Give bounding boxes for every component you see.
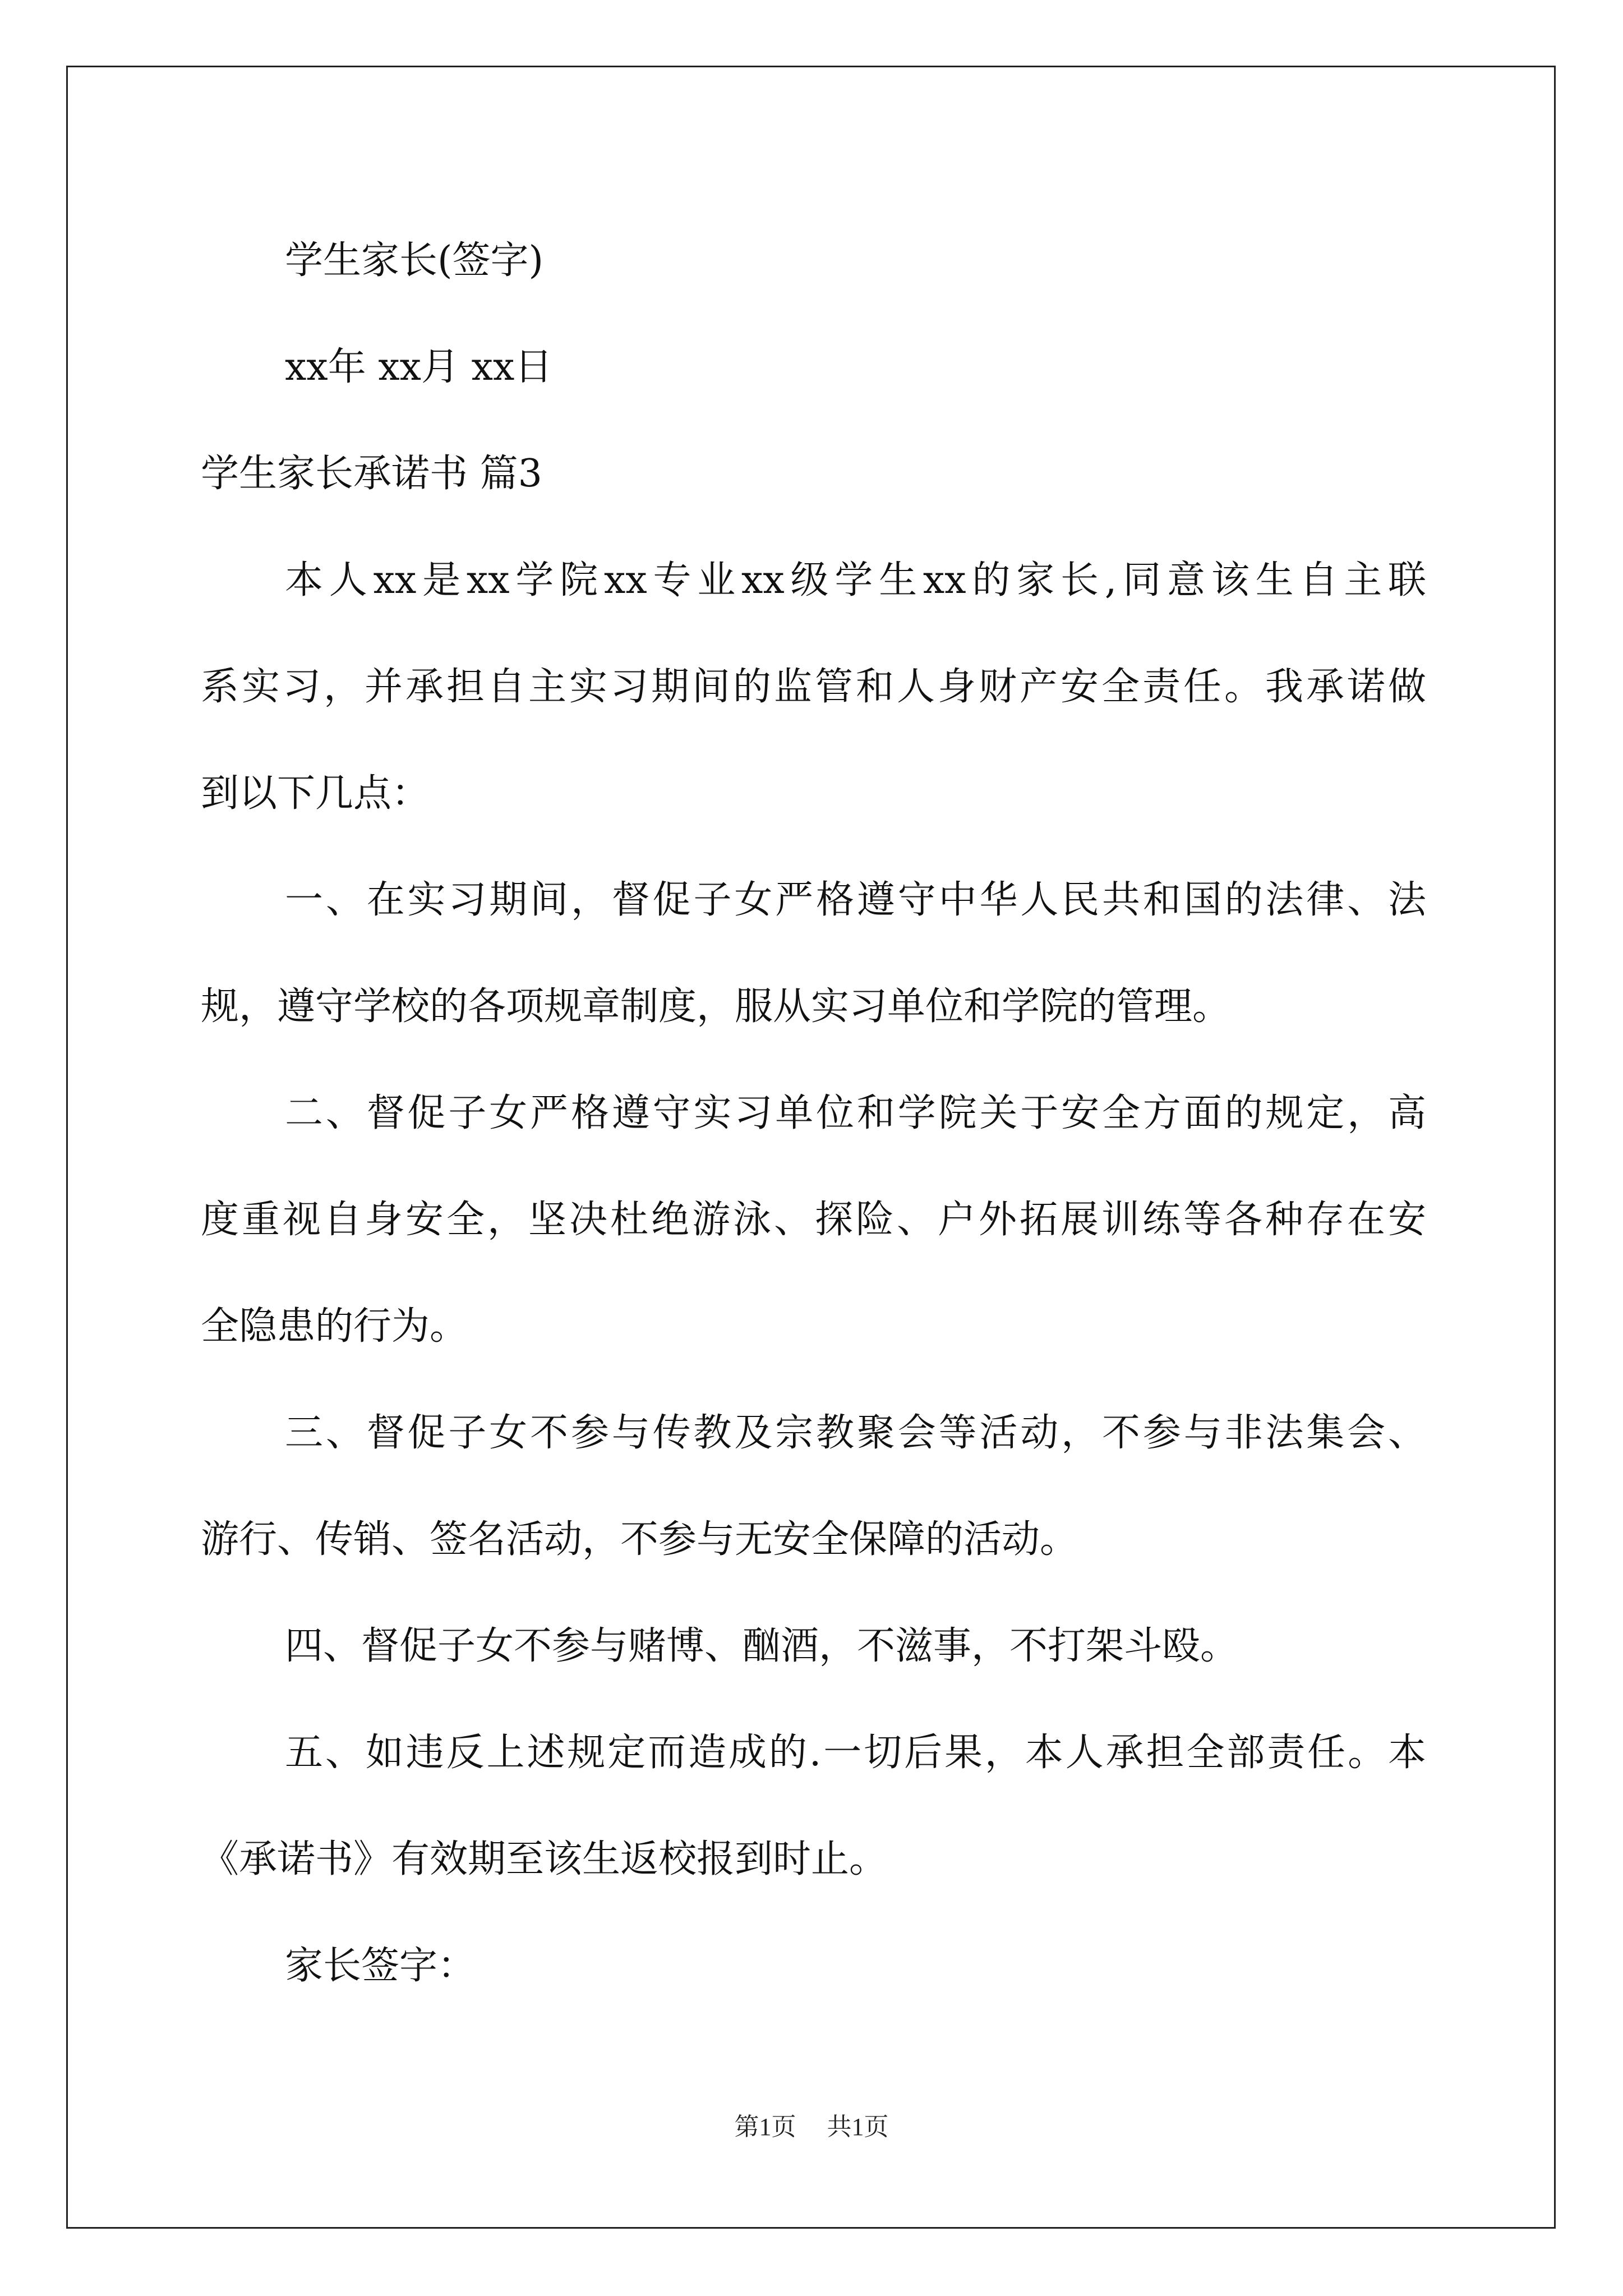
paragraph-line: 本人xx是xx学院xx专业xx级学生xx的家长,同意该生自主联 <box>285 558 1426 602</box>
paragraph-1 <box>201 527 1426 847</box>
page-total: 共1页 <box>827 2113 889 2141</box>
paragraph-4 <box>201 1380 1426 1593</box>
section-heading: 学生家长承诺书 篇3 <box>201 452 542 496</box>
paragraph-3 <box>201 1060 1426 1380</box>
paragraph-5 <box>201 1593 1426 1700</box>
page-footer <box>0 2106 1623 2142</box>
paragraph-2 <box>201 847 1426 1060</box>
document-body <box>201 208 1426 2019</box>
paragraph-line: 三、督促子女不参与传教及宗教聚会等活动，不参与非法集会、 <box>285 1411 1426 1455</box>
paragraph-line: 到以下几点： <box>201 771 430 816</box>
parent-signature-line: 学生家长(签字) <box>285 238 544 283</box>
paragraph-line: 四、督促子女不参与赌博、酗酒，不滋事，不打架斗殴。 <box>285 1624 1239 1668</box>
paragraph-line: 五、如违反上述规定而造成的.一切后果，本人承担全部责任。本 <box>285 1731 1426 1775</box>
date-line: xx年 xx月 xx日 <box>285 345 553 389</box>
paragraph-line: 全隐患的行为。 <box>201 1304 468 1349</box>
paragraph-6 <box>201 1700 1426 1913</box>
paragraph-line: 游行、传销、签名活动，不参与无安全保障的活动。 <box>201 1517 1078 1562</box>
paragraph-line: 度重视自身安全，坚决杜绝游泳、探险、户外拓展训练等各种存在安 <box>201 1198 1426 1242</box>
paragraph-line: 二、督促子女严格遵守实习单位和学院关于安全方面的规定，高 <box>285 1091 1426 1135</box>
paragraph-line: 一、在实习期间，督促子女严格遵守中华人民共和国的法律、法 <box>285 878 1426 922</box>
paragraph-line: 《承诺书》有效期至该生返校报到时止。 <box>201 1837 888 1881</box>
paragraph-line: 规，遵守学校的各项规章制度，服从实习单位和学院的管理。 <box>201 984 1231 1029</box>
closing-signature: 家长签字： <box>285 1944 476 1988</box>
paragraph-line: 系实习，并承担自主实习期间的监管和人身财产安全责任。我承诺做 <box>201 665 1426 709</box>
page-number: 第1页 <box>734 2113 796 2141</box>
